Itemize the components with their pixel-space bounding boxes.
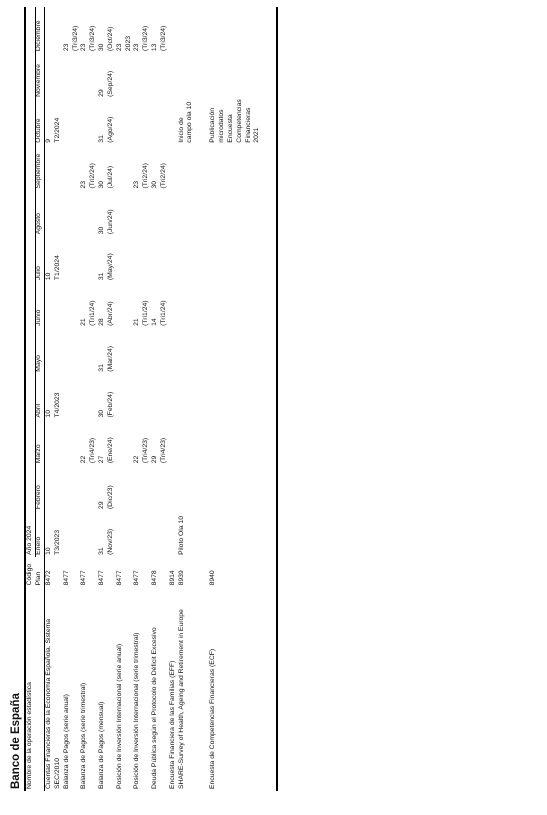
col-header-code: Código: [25, 557, 35, 588]
reference-period: (Tri1/24): [89, 300, 97, 326]
reference-period: (May/24): [106, 253, 114, 281]
reference-period: (Feb/24): [106, 391, 114, 418]
operation-code: 8477: [115, 570, 123, 586]
operation-name: Posición de Inversión Internacional (serie anual): [115, 643, 123, 789]
month-cell: [80, 328, 98, 374]
table-header: [25, 7, 45, 791]
month-cell: [133, 282, 151, 328]
month-cell: [45, 374, 63, 420]
month-cell: [209, 419, 277, 465]
month-cell: [63, 7, 81, 53]
month-cell: [209, 145, 277, 191]
release-day: 23: [62, 43, 70, 52]
month-cell: [45, 145, 63, 191]
month-header: Octubre: [35, 99, 44, 145]
month-cell: [80, 511, 98, 557]
table-row: [151, 7, 169, 791]
month-cell: [133, 99, 151, 145]
table-row: [80, 7, 98, 791]
month-cell: [63, 511, 81, 557]
month-cell: [45, 53, 63, 99]
month-header: Enero: [35, 511, 44, 557]
release-day: 29: [98, 501, 106, 510]
month-header: Noviembre: [35, 53, 44, 99]
month-cell: [169, 328, 178, 374]
reference-period: (Tri3/24): [142, 25, 150, 52]
reference-period: (Ago/24): [106, 116, 114, 143]
month-cell: [98, 99, 116, 145]
release-day: 23: [80, 43, 88, 52]
release-day: 31: [98, 364, 106, 372]
reference-period: (Oct/24): [106, 26, 114, 52]
operation-code: 8939: [177, 570, 185, 586]
reference-period: Piloto Ola 10: [177, 515, 185, 555]
month-cell: [133, 328, 151, 374]
month-cell: [169, 511, 178, 557]
month-cell: [98, 374, 116, 420]
month-cell: [116, 374, 134, 420]
month-cell: [116, 236, 134, 282]
month-cell: [151, 145, 169, 191]
month-cell: [80, 53, 98, 99]
release-day: 30: [151, 180, 159, 189]
release-day: Publicación microdatos Encuesta Competencias Financieras 2021: [209, 99, 261, 143]
month-cell: [169, 419, 178, 465]
month-header: Junio: [35, 282, 44, 328]
month-cell: [151, 99, 169, 145]
operation-code: 8472: [45, 570, 53, 586]
reference-period: (Tri1/24): [159, 300, 167, 326]
month-header: Febrero: [35, 465, 44, 511]
month-cell: [151, 374, 169, 420]
month-cell: [209, 328, 277, 374]
month-cell: [133, 511, 151, 557]
month-cell: [116, 7, 134, 53]
month-cell: [80, 191, 98, 237]
month-cell: [151, 419, 169, 465]
month-cell: [98, 511, 116, 557]
month-cell: [63, 99, 81, 145]
release-day: 29: [151, 455, 159, 464]
month-cell: [133, 145, 151, 191]
month-cell: [98, 419, 116, 465]
month-cell: [116, 328, 134, 374]
reference-period: (Dic/23): [106, 485, 114, 510]
month-cell: [45, 282, 63, 328]
month-cell: [209, 7, 277, 53]
operation-name: Encuesta de Competencias Financieras (ECF): [209, 587, 277, 791]
reference-period: (Ene/24): [106, 437, 114, 464]
month-cell: [169, 374, 178, 420]
release-day: 27: [98, 455, 106, 464]
reference-period: (Jun/24): [106, 209, 114, 235]
month-cell: [178, 374, 210, 420]
month-cell: [116, 419, 134, 465]
operation-code: 8477: [80, 570, 88, 586]
month-cell: [178, 145, 210, 191]
month-cell: [178, 53, 210, 99]
month-cell: [98, 7, 116, 53]
month-cell: [169, 465, 178, 511]
col-header-plan: Plan: [35, 557, 44, 588]
table-row: [209, 7, 277, 791]
month-cell: [116, 282, 134, 328]
release-day: 23: [133, 180, 141, 189]
reference-period: (Tri3/24): [159, 25, 167, 52]
reference-period: T2/2024: [53, 117, 61, 143]
reference-period: (Tri2/24): [89, 163, 97, 189]
month-cell: [116, 99, 134, 145]
release-day: 21: [80, 318, 88, 326]
month-cell: [45, 511, 63, 557]
operation-name: Balanza de Pagos (mensual): [98, 701, 106, 789]
month-cell: [98, 465, 116, 511]
month-cell: [98, 53, 116, 99]
month-cell: [133, 419, 151, 465]
month-cell: [45, 328, 63, 374]
operation-code: 8477: [62, 570, 70, 586]
month-cell: [209, 282, 277, 328]
month-cell: [178, 236, 210, 282]
reference-period: (Abr/24): [106, 301, 114, 326]
month-header: Diciembre: [35, 7, 44, 53]
month-header: Agosto: [35, 191, 44, 237]
month-cell: [98, 328, 116, 374]
release-schedule-table: [24, 7, 278, 791]
month-cell: [63, 236, 81, 282]
month-cell: [98, 145, 116, 191]
table-row: [98, 7, 116, 791]
release-day: 30: [98, 226, 106, 235]
month-cell: [80, 465, 98, 511]
month-cell: [116, 191, 134, 237]
table-row: [169, 7, 178, 791]
month-cell: [178, 419, 210, 465]
month-cell: [80, 374, 98, 420]
month-cell: [209, 236, 277, 282]
release-day: 23: [133, 43, 141, 52]
release-day: Inicio de campo ola 10: [177, 101, 194, 143]
month-cell: [80, 236, 98, 282]
month-cell: [178, 191, 210, 237]
reference-period: (Mar/24): [106, 346, 114, 372]
month-cell: [151, 53, 169, 99]
release-day: 29: [98, 89, 106, 97]
month-cell: [151, 465, 169, 511]
reference-period: T4/2023: [53, 392, 61, 418]
month-cell: [169, 99, 178, 145]
release-day: 31: [98, 135, 106, 143]
month-header: Septiembre: [35, 145, 44, 191]
month-cell: [178, 465, 210, 511]
operation-name: Balanza de Pagos (serie anual): [62, 694, 70, 789]
month-cell: [209, 465, 277, 511]
month-cell: [80, 145, 98, 191]
table-row: [116, 7, 134, 791]
month-cell: [63, 282, 81, 328]
month-cell: [116, 465, 134, 511]
month-cell: [178, 511, 210, 557]
release-day: 30: [98, 43, 106, 52]
month-cell: [45, 99, 63, 145]
release-day: 23: [115, 43, 123, 52]
col-header-name: Nombre de la operación estadística: [25, 587, 45, 791]
month-header: Julio: [35, 236, 44, 282]
month-cell: [45, 236, 63, 282]
month-cell: [133, 191, 151, 237]
release-day: 10: [45, 547, 53, 555]
reference-period: (Tri4/23): [142, 437, 150, 464]
month-cell: [151, 328, 169, 374]
release-day: 10: [45, 409, 53, 418]
reference-period: (Tri3/24): [89, 25, 97, 52]
operation-name: Balanza de Pagos (serie trimestral): [80, 682, 88, 789]
reference-period: (Tri1/24): [142, 300, 150, 326]
month-cell: [178, 99, 210, 145]
operation-name: SHARE-Survey of Health, Ageing and Retirement in Europe: [177, 609, 185, 789]
release-day: 9: [45, 138, 53, 143]
release-day: 21: [133, 318, 141, 326]
month-cell: [80, 282, 98, 328]
operation-code: 8477: [133, 570, 141, 586]
month-cell: [151, 7, 169, 53]
month-cell: [45, 465, 63, 511]
reference-period: (Jul/24): [106, 165, 114, 189]
month-cell: [116, 145, 134, 191]
col-header-year: Año 2024: [25, 7, 35, 557]
month-cell: [45, 419, 63, 465]
table-row: [45, 7, 63, 791]
month-cell: [80, 7, 98, 53]
reference-period: (Tri2/24): [142, 163, 150, 189]
release-day: 31: [98, 272, 106, 281]
month-cell: [151, 282, 169, 328]
month-cell: [133, 374, 151, 420]
release-day: 14: [151, 318, 159, 326]
month-cell: [80, 99, 98, 145]
month-cell: [169, 191, 178, 237]
month-cell: [151, 191, 169, 237]
month-cell: [209, 191, 277, 237]
operation-code: 8477: [98, 570, 106, 586]
reference-period: T1/2024: [53, 255, 61, 281]
month-cell: [45, 191, 63, 237]
month-cell: [80, 419, 98, 465]
month-cell: [63, 465, 81, 511]
month-cell: [133, 7, 151, 53]
month-header: Marzo: [35, 419, 44, 465]
month-cell: [169, 7, 178, 53]
release-day: 23: [80, 180, 88, 189]
release-day: 28: [98, 318, 106, 326]
month-cell: [178, 282, 210, 328]
reference-period: (Tri4/23): [89, 437, 97, 464]
month-cell: [169, 145, 178, 191]
table-row: [63, 7, 81, 791]
organization-title: Banco de España: [10, 693, 22, 789]
month-cell: [169, 53, 178, 99]
month-cell: [209, 99, 277, 145]
month-cell: [63, 145, 81, 191]
reference-period: (Tri2/24): [159, 163, 167, 189]
operation-code: 8478: [151, 570, 159, 586]
table-body: [45, 7, 278, 791]
month-header: Abril: [35, 374, 44, 420]
reference-period: (Sep/24): [106, 70, 114, 97]
month-cell: [151, 511, 169, 557]
reference-period: 2023: [124, 35, 132, 52]
month-cell: [63, 419, 81, 465]
reference-period: T3/2023: [53, 529, 61, 555]
release-day: 31: [98, 547, 106, 555]
reference-period: (Tri4/23): [159, 437, 167, 464]
operation-name: Cuentas Financieras de la Economía Española. Sistema SEC/2010: [45, 618, 61, 789]
month-cell: [63, 191, 81, 237]
operation-name: Posición de Inversión Internacional (serie trimestral): [133, 632, 141, 789]
month-cell: [63, 53, 81, 99]
month-cell: [133, 465, 151, 511]
month-cell: [98, 236, 116, 282]
month-cell: [209, 374, 277, 420]
month-cell: [151, 236, 169, 282]
release-day: 22: [80, 455, 88, 464]
release-day: 13: [151, 43, 159, 52]
month-cell: [133, 236, 151, 282]
operation-code: 8914: [168, 570, 176, 586]
release-day: 30: [98, 409, 106, 418]
release-day: 22: [133, 455, 141, 464]
operation-name: Deuda Pública según el Protocolo de Déficit Excesivo: [151, 627, 159, 789]
month-cell: [45, 7, 63, 53]
month-cell: [98, 191, 116, 237]
reference-period: (Tri3/24): [71, 25, 79, 52]
operation-code: 8940: [209, 557, 277, 588]
month-header: Mayo: [35, 328, 44, 374]
month-cell: [209, 53, 277, 99]
reference-period: (Nov/23): [106, 528, 114, 555]
release-day: 30: [98, 180, 106, 189]
month-cell: [63, 328, 81, 374]
table-row: [133, 7, 151, 791]
month-cell: [169, 282, 178, 328]
table-row: [178, 7, 210, 791]
release-day: 10: [45, 272, 53, 281]
month-cell: [133, 53, 151, 99]
operation-name: Encuesta Financiera de las Familias (EFF): [168, 660, 176, 789]
month-cell: [169, 236, 178, 282]
month-cell: [98, 282, 116, 328]
month-cell: [178, 328, 210, 374]
month-cell: [116, 511, 134, 557]
month-cell: [116, 53, 134, 99]
month-cell: [209, 511, 277, 557]
month-cell: [63, 374, 81, 420]
month-cell: [178, 7, 210, 53]
